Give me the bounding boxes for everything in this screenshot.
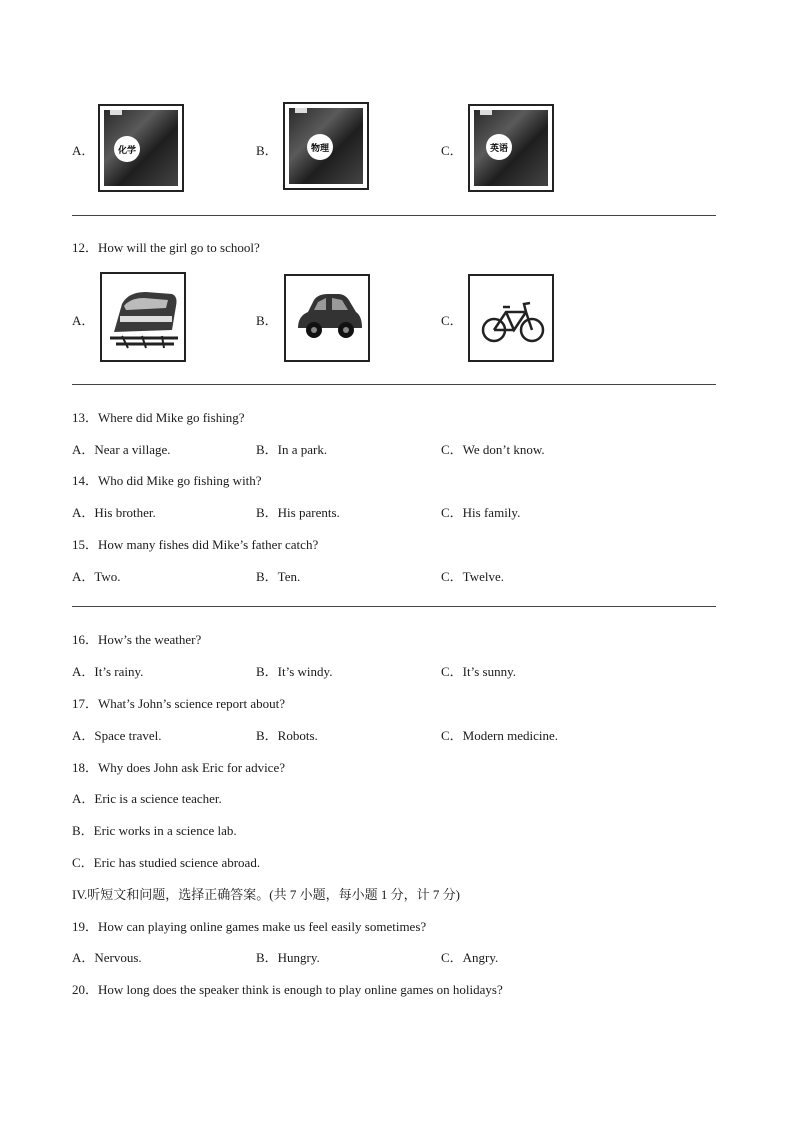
option-a: A．Space travel. xyxy=(72,728,162,743)
option-c: C．Twelve. xyxy=(441,569,504,584)
question-15: 15．How many fishes did Mike’s father catch? xyxy=(72,537,319,552)
section-divider xyxy=(72,215,716,216)
option-letter: B． xyxy=(256,143,278,158)
option-b: B．His parents. xyxy=(256,505,340,520)
option-c: C．It’s sunny. xyxy=(441,664,516,679)
option-a: A．It’s rainy. xyxy=(72,664,144,679)
option-a: A．Near a village. xyxy=(72,442,171,457)
question-14: 14．Who did Mike go fishing with? xyxy=(72,473,262,488)
option-c: C．Eric has studied science abroad. xyxy=(72,855,261,870)
option-c: C．Modern medicine. xyxy=(441,728,558,743)
option-a: A．Eric is a science teacher. xyxy=(72,791,222,806)
book-label: 化学 xyxy=(114,136,140,162)
option-b: B．In a park. xyxy=(256,442,328,457)
section-divider xyxy=(72,384,716,385)
option-letter: A． xyxy=(72,313,95,328)
option-b: B．Hungry. xyxy=(256,950,320,965)
option-b: B．Robots. xyxy=(256,728,318,743)
question-18: 18．Why does John ask Eric for advice? xyxy=(72,760,285,775)
option-c: C．We don’t know. xyxy=(441,442,545,457)
option-a: A．His brother. xyxy=(72,505,156,520)
section-divider xyxy=(72,606,716,607)
english-book-icon xyxy=(468,104,554,192)
option-letter: C． xyxy=(441,143,463,158)
chemistry-book-icon xyxy=(98,104,184,192)
question-20: 20．How long does the speaker think is enough to play online games on holidays? xyxy=(72,982,503,997)
option-c: C．Angry. xyxy=(441,950,499,965)
question-17: 17．What’s John’s science report about? xyxy=(72,696,285,711)
question-16: 16．How’s the weather? xyxy=(72,632,202,647)
train-icon xyxy=(100,272,186,362)
book-label: 物理 xyxy=(307,134,333,160)
option-letter: A． xyxy=(72,143,95,158)
option-letter: C． xyxy=(441,313,463,328)
question-13: 13．Where did Mike go fishing? xyxy=(72,410,245,425)
question-12: 12．How will the girl go to school? xyxy=(72,240,260,255)
option-a: A．Nervous. xyxy=(72,950,142,965)
question-19: 19．How can playing online games make us feel easily sometimes? xyxy=(72,919,427,934)
car-icon xyxy=(284,274,370,362)
option-a: A．Two. xyxy=(72,569,121,584)
physics-book-icon xyxy=(283,102,369,190)
option-c: C．His family. xyxy=(441,505,521,520)
bicycle-icon xyxy=(468,274,554,362)
section-heading: IV.听短文和问题，选择正确答案。(共 7 小题，每小题 1 分，计 7 分) xyxy=(72,887,460,902)
option-b: B．Eric works in a science lab. xyxy=(72,823,237,838)
option-b: B．Ten. xyxy=(256,569,301,584)
option-letter: B． xyxy=(256,313,278,328)
book-label: 英语 xyxy=(486,134,512,160)
option-b: B．It’s windy. xyxy=(256,664,333,679)
